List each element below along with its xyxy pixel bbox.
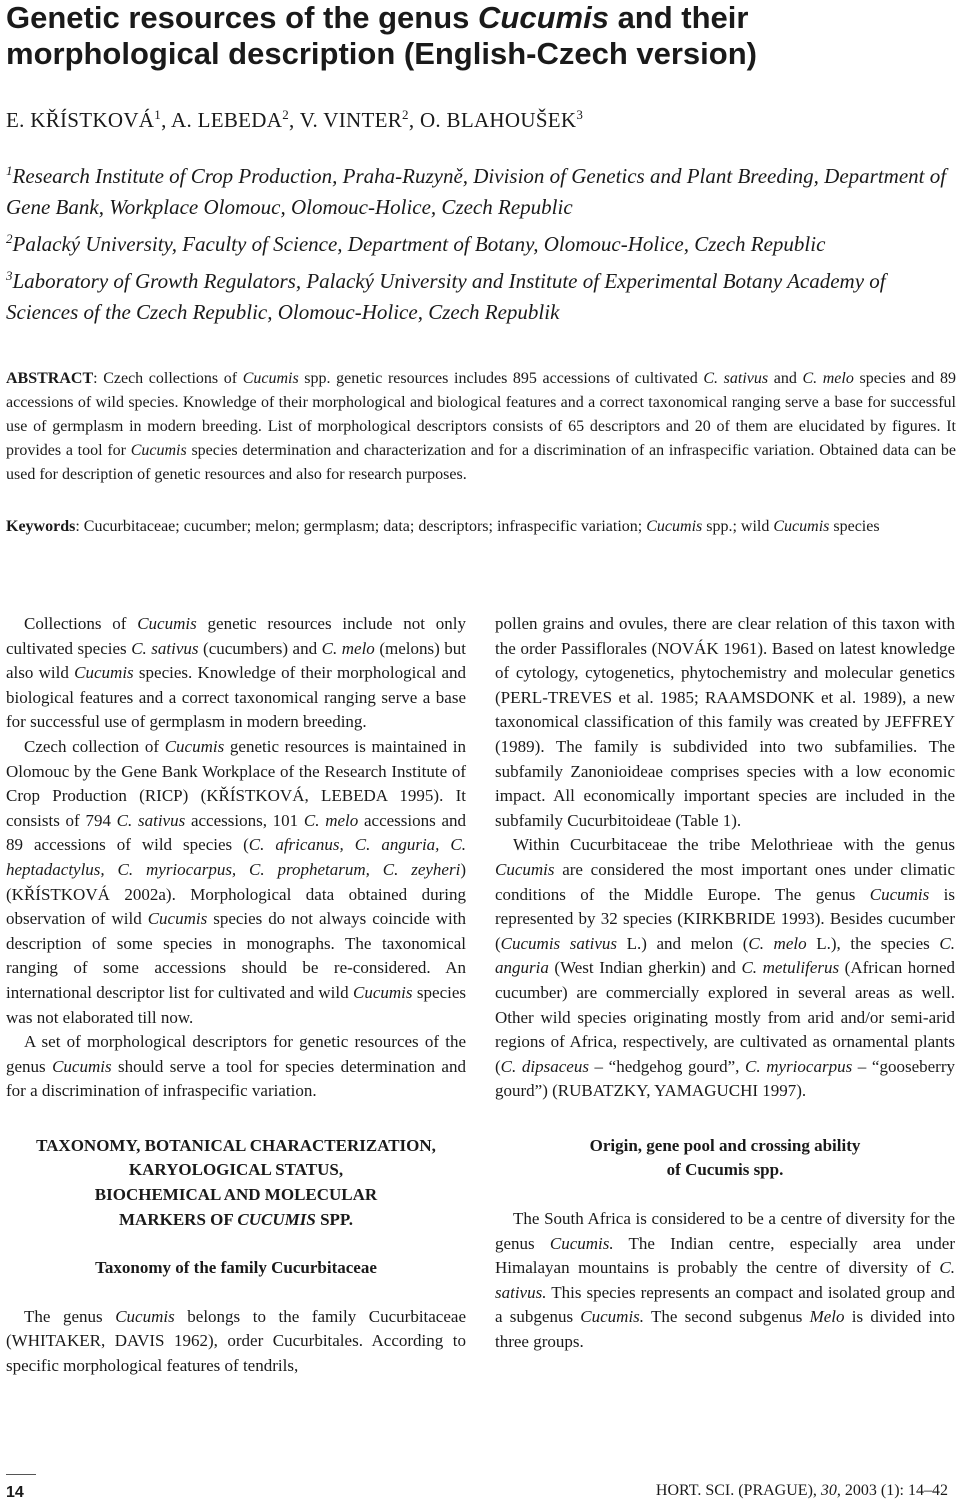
affiliations xyxy=(6,155,954,328)
section-heading: TAXONOMY, BOTANICAL CHARACTERIZATION, KARYOLOGICAL STATUS, BIOCHEMICAL AND MOLECULAR MARKERS OF CUCUMIS SPP. xyxy=(36,1135,436,1229)
paragraph: The South Africa is considered to be a centre of diversity for the genus Cucumis. The Indian centre, especially area under Himalayan mountains is probably the centre of diversity of C. sativus. This species represents an compact and isolated group and a subgenus Cucumis. The second subgenus Melo is divided into three groups. xyxy=(495,1209,956,1352)
page-number: 14 xyxy=(6,1484,24,1501)
affiliation-2: $^2$Palacký University, Faculty of Science, Department of Botany, Olomouc-Holice, Czech Republic xyxy=(6,231,826,256)
subsection-heading: Taxonomy of the family Cucurbitaceae xyxy=(95,1258,377,1278)
affiliation-1: $^1$Research Institute of Crop Production, Praha-Ruzyně, Division of Genetics and Plant Breeding, Department of Gene Bank, Workplace Olomouc, Olomouc-Holice, Czech Republic xyxy=(6,163,947,219)
keywords: Keywords: Cucurbitaceae; cucumber; melon; germplasm; data; descriptors; infraspecific variation; Cucumis spp.; wild Cucumis species xyxy=(6,518,880,535)
author: E. KŘÍSTKOVÁ xyxy=(6,108,155,132)
paragraph: Collections of Cucumis genetic resources include not only cultivated species C. sativus (cucumbers) and C. melo (melons) but also wild Cucumis species. Knowledge of their morphological and biological features and a correct taxonomical ranging serve a base for successful use of germplasm in modern breeding. xyxy=(6,614,467,732)
paragraph: pollen grains and ovules, there are clear relation of this taxon with the order Passiflorales (NOVÁK 1961). Based on latest knowledge of cytology, cytogenetics, phytochemistry and molecular genetics (PERL-TREVES et al. 1985; RAAMSDONK et al. 1989), a new taxonomical classification of this family was created by JEFFREY (1989). The family is subdivided into two subfamilies. The subfamily Zanonioideae comprises species with a low economic impact. All economically important species are included in the subfamily Cucurbitoideae (Table 1). xyxy=(495,614,955,830)
left-column xyxy=(6,612,466,1379)
spacer xyxy=(6,1232,466,1256)
spacer xyxy=(495,1183,955,1207)
paragraph: Czech collection of Cucumis genetic resources is maintained in Olomouc by the Gene Bank Workplace of the Research Institute of Crop Production (RICP) (KŘÍSTKOVÁ, LEBEDA 1995). It consists of 794 C. sativus accessions, 101 C. melo accessions and 89 accessions of wild species (C. africanus, C. anguria, C. heptadactylus, C. myriocarpus, C. prophetarum, C. zeyheri) (KŘÍSTKOVÁ 2002a). Morphological data obtained during observation of wild Cucumis species do not always coincide with description of some species in monographs. The taxonomical ranging of some accessions should be re-considered. An international descriptor list for cultivated and wild Cucumis species was not elaborated till now. xyxy=(6,736,467,1027)
paragraph: A set of morphological descriptors for genetic resources of the genus Cucumis should serve a tool for species determination and for a discrimination of infraspecific variation. xyxy=(6,1032,466,1101)
author: A. LEBEDA xyxy=(171,108,283,132)
right-column xyxy=(495,612,955,1355)
abstract-label: ABSTRACT xyxy=(6,370,94,387)
keywords-label: Keywords xyxy=(6,518,76,535)
affiliation-3: $^3$Laboratory of Growth Regulators, Palacký University and Institute of Experimental Botany Academy of Sciences of the Czech Republic, Olomouc-Holice, Czech Republik xyxy=(6,268,886,324)
paper-title: Genetic resources of the genus Cucumis and their morphological description (English-Czech version) xyxy=(6,0,757,71)
subsection-heading: Origin, gene pool and crossing ability of Cucumis spp. xyxy=(589,1135,861,1180)
title-genus: Cucumis xyxy=(478,0,609,35)
journal-citation: HORT. SCI. (PRAGUE), 30, 2003 (1): 14–42 xyxy=(655,1482,948,1499)
paragraph: The genus Cucumis belongs to the family Cucurbitaceae (WHITAKER, DAVIS 1962), order Cucurbitales. According to specific morphological features of tendrils, xyxy=(6,1306,466,1376)
spacer xyxy=(495,1104,955,1134)
paragraph: Within Cucurbitaceae the tribe Melothrieae with the genus Cucumis are considered the most important ones under climatic conditions of the Middle Europe. The genus Cucumis is represented by 32 species (KIRKBRIDE 1993). Besides cucumber (Cucumis sativus L.) and melon (C. melo L.), the species C. anguria (West Indian gherkin) and C. metuliferus (African horned cucumber) are commercially explored in several areas as well. Other wild species originating mostly from arid and/or semi-arid regions of Africa, respectively, are cultivated as ornamental plants (C. dipsaceus – “hedgehog gourd”, C. myriocarpus – “gooseberry gourd”) (RUBATZKY, YAMAGUCHI 1997). xyxy=(495,835,956,1101)
spacer xyxy=(6,1104,466,1134)
abstract: ABSTRACT: Czech collections of Cucumis spp. genetic resources includes 895 accessions of cultivated C. sativus and C. melo species and 89 accessions of wild species. Knowledge of their morphological and biological features and a correct taxonomical ranging serve a base for successful use of germplasm in modern breeding. List of morphological descriptors consists of 65 descriptors and 20 of them are elucidated by figures. It provides a tool for Cucumis species determination and characterization and for a discrimination of an infraspecific variation. Obtained data can be used for description of genetic resources and also for research purposes. xyxy=(6,370,957,483)
author-list: E. KŘÍSTKOVÁ$^1$, A. LEBEDA$^2$, V. VINTER$^2$, O. BLAHOUŠEK$^3$ xyxy=(6,107,584,132)
spacer xyxy=(6,1281,466,1305)
author: V. VINTER xyxy=(299,108,403,132)
author: O. BLAHOUŠEK xyxy=(419,108,577,132)
footer-rule xyxy=(6,1474,36,1475)
